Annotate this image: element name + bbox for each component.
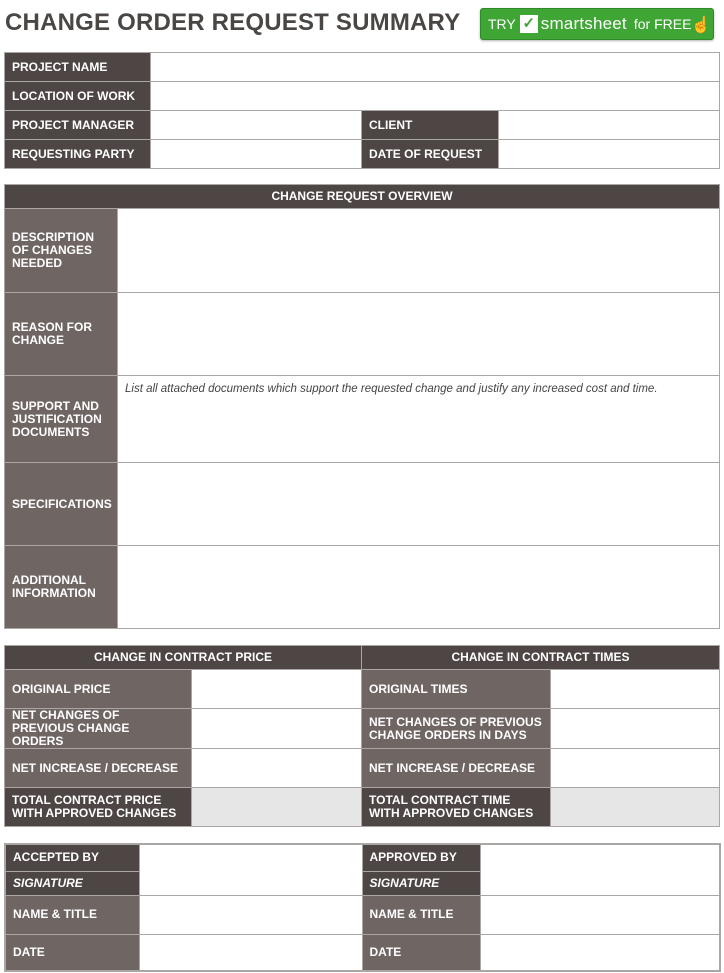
description-field[interactable] [118, 209, 720, 293]
overview-header: CHANGE REQUEST OVERVIEW [5, 185, 720, 209]
net-prev-price-label: NET CHANGES OF PREVIOUS CHANGE ORDERS [5, 709, 192, 749]
original-price-field[interactable] [192, 670, 362, 709]
requesting-party-field[interactable] [151, 140, 362, 169]
total-price-label: TOTAL CONTRACT PRICE WITH APPROVED CHANGES [5, 788, 192, 827]
approval-table [4, 843, 721, 972]
smartsheet-logo: smartsheet [540, 14, 627, 33]
accepted-by-label: ACCEPTED BY [5, 844, 139, 871]
description-label: DESCRIPTION OF CHANGES NEEDED [5, 209, 118, 293]
requesting-party-label: REQUESTING PARTY [5, 140, 151, 169]
project-info-table [4, 52, 720, 169]
free-label: for FREE [633, 16, 692, 32]
try-label: TRY [488, 16, 516, 32]
location-field[interactable] [151, 82, 720, 111]
reason-field[interactable] [118, 293, 720, 376]
check-icon: ✓ [520, 15, 538, 33]
support-label: SUPPORT AND JUSTIFICATION DOCUMENTS [5, 376, 118, 463]
page-title: CHANGE ORDER REQUEST SUMMARY [5, 9, 461, 36]
approved-name-title-field[interactable] [480, 895, 720, 934]
specifications-label: SPECIFICATIONS [5, 463, 118, 546]
client-label: CLIENT [362, 111, 499, 140]
project-manager-field[interactable] [151, 111, 362, 140]
pointer-hand-icon: ☝ [691, 17, 711, 34]
total-times-field[interactable] [551, 788, 720, 827]
approved-signature-label: SIGNATURE [362, 871, 480, 895]
net-prev-price-field[interactable] [192, 709, 362, 749]
project-name-field[interactable] [151, 53, 720, 82]
net-increase-times-field[interactable] [551, 749, 720, 788]
contract-times-header: CHANGE IN CONTRACT TIMES [362, 646, 720, 670]
date-of-request-label: DATE OF REQUEST [362, 140, 499, 169]
original-price-label: ORIGINAL PRICE [5, 670, 192, 709]
project-manager-label: PROJECT MANAGER [5, 111, 151, 140]
reason-label: REASON FOR CHANGE [5, 293, 118, 376]
contract-changes-table [4, 645, 720, 827]
accepted-date-label: DATE [5, 934, 139, 971]
net-increase-price-field[interactable] [192, 749, 362, 788]
total-price-field[interactable] [192, 788, 362, 827]
additional-info-label: ADDITIONAL INFORMATION [5, 546, 118, 629]
accepted-name-title-field[interactable] [139, 895, 362, 934]
date-of-request-field[interactable] [499, 140, 720, 169]
approved-date-field[interactable] [480, 934, 720, 971]
try-smartsheet-button[interactable] [480, 8, 714, 40]
location-label: LOCATION OF WORK [5, 82, 151, 111]
specifications-field[interactable] [118, 463, 720, 546]
approved-name-title-label: NAME & TITLE [362, 895, 480, 934]
original-times-label: ORIGINAL TIMES [362, 670, 551, 709]
accepted-date-field[interactable] [139, 934, 362, 971]
net-prev-times-field[interactable] [551, 709, 720, 749]
approved-by-label: APPROVED BY [362, 844, 480, 871]
approved-date-label: DATE [362, 934, 480, 971]
change-request-overview-table [4, 184, 720, 629]
support-note[interactable]: List all attached documents which support the requested change and justify any increased cost and time. [118, 376, 720, 463]
additional-info-field[interactable] [118, 546, 720, 629]
project-name-label: PROJECT NAME [5, 53, 151, 82]
net-increase-times-label: NET INCREASE / DECREASE [362, 749, 551, 788]
accepted-name-title-label: NAME & TITLE [5, 895, 139, 934]
approved-signature-field[interactable] [480, 844, 720, 895]
original-times-field[interactable] [551, 670, 720, 709]
net-increase-price-label: NET INCREASE / DECREASE [5, 749, 192, 788]
net-prev-times-label: NET CHANGES OF PREVIOUS CHANGE ORDERS IN DAYS [362, 709, 551, 749]
accepted-signature-label: SIGNATURE [5, 871, 139, 895]
client-field[interactable] [499, 111, 720, 140]
contract-price-header: CHANGE IN CONTRACT PRICE [5, 646, 362, 670]
accepted-signature-field[interactable] [139, 844, 362, 895]
total-times-label: TOTAL CONTRACT TIME WITH APPROVED CHANGES [362, 788, 551, 827]
